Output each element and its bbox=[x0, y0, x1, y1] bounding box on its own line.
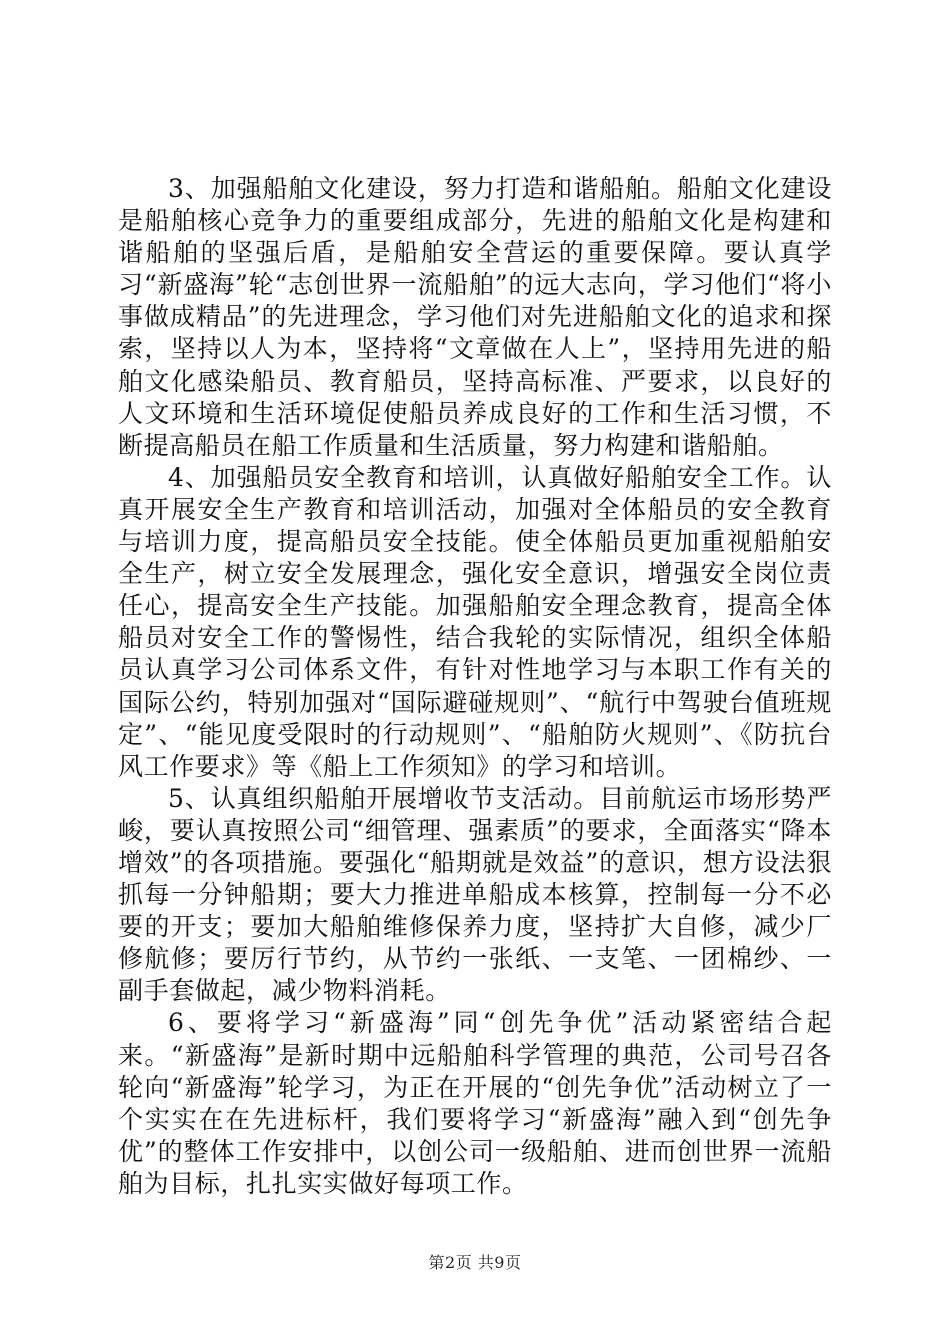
paragraph-5: 5、认真组织船舶开展增收节支活动。目前航运市场形势严峻，要认真按照公司“细管理、强素质”的要求，全面落实“降本增效”的各项措施。要强化“船期就是效益”的意识，想方设法狠抓每一分钟船期；要大力推进单船成本核算，控制每一分不必要的开支；要加大船舶维修保养力度，坚持扩大自修，减少厂修航修；要厉行节约，从节约一张纸、一支笔、一团棉纱、一副手套做起，减少物料消耗。 bbox=[118, 783, 832, 1006]
paragraph-6: 6、要将学习“新盛海”同“创先争优”活动紧密结合起来。“新盛海”是新时期中远船舶科学管理的典范，公司号召各轮向“新盛海”轮学习，为正在开展的“创先争优”活动树立了一个实实在在先进标杆，我们要将学习“新盛海”融入到“创先争优”的整体工作安排中，以创公司一级船舶、进而创世界一流船舶为目标，扎扎实实做好每项工作。 bbox=[118, 1008, 832, 1198]
paragraph-4: 4、加强船员安全教育和培训，认真做好船舶安全工作。认真开展安全生产教育和培训活动，加强对全体船员的安全教育与培训力度，提高船员安全技能。使全体船员更加重视船舶安全生产，树立安全发展理念，强化安全意识，增强安全岗位责任心，提高安全生产技能。加强船舶安全理念教育，提高全体船员对安全工作的警惕性，结合我轮的实际情况，组织全体船员认真学习公司体系文件，有针对性地学习与本职工作有关的国际公约，特别加强对“国际避碰规则”、“航行中驾驶台值班规定”、“能见度受限时的行动规则”、“船舶防火规则”、《防抗台风工作要求》等《船上工作须知》的学习和培训。 bbox=[118, 462, 832, 781]
page-number-footer: 第2页 共9页 bbox=[428, 1253, 522, 1272]
document-body bbox=[118, 173, 832, 1200]
paragraph-3: 3、加强船舶文化建设，努力打造和谐船舶。船舶文化建设是船舶核心竞争力的重要组成部分，先进的船舶文化是构建和谐船舶的坚强后盾，是船舶安全营运的重要保障。要认真学习“新盛海”轮“志创世界一流船舶”的远大志向，学习他们“将小事做成精品”的先进理念，学习他们对先进船舶文化的追求和探索，坚持以人为本，坚持将“文章做在人上”，坚持用先进的船舶文化感染船员、教育船员，坚持高标准、严要求，以良好的人文环境和生活环境促使船员养成良好的工作和生活习惯，不断提高船员在船工作质量和生活质量，努力构建和谐船舶。 bbox=[118, 174, 832, 460]
